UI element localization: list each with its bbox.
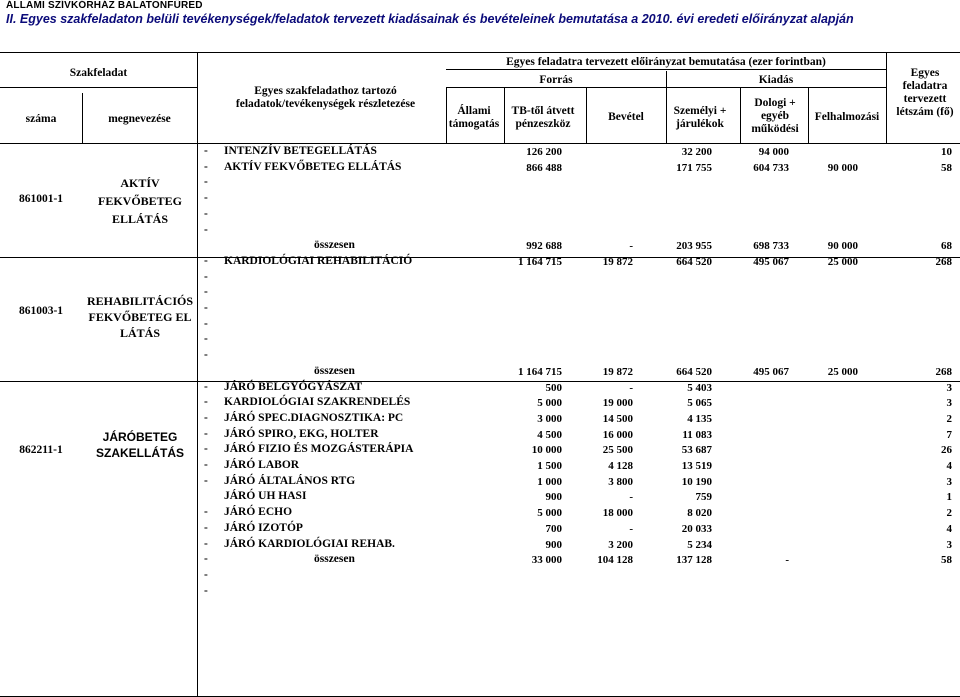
row-label: JÁRÓ BELGYÓGYÁSZAT: [224, 380, 363, 393]
cell-tb: 25 500: [602, 444, 633, 457]
cell-letszam: 3: [946, 538, 952, 551]
cell-allami: 4 500: [537, 428, 562, 441]
row-label: JÁRÓ ÁLTALÁNOS RTG: [224, 474, 356, 487]
cell-tb: 19 872: [602, 255, 633, 268]
row-label: JÁRÓ IZOTÓP: [224, 521, 303, 534]
cell-dologi: 495 067: [753, 255, 789, 268]
row-label: JÁRÓ FIZIO ÉS MOZGÁSTERÁPIA: [224, 443, 414, 456]
cell-allami: 10 000: [531, 444, 562, 457]
cell-allami: 3 000: [537, 412, 562, 425]
row-label: JÁRÓ KARDIOLÓGIAI REHAB.: [224, 537, 395, 550]
header-szama: száma: [25, 113, 57, 125]
row-dash: -: [204, 160, 208, 173]
cell-felh: 90 000: [827, 161, 858, 174]
cell-szemelyi: 664 520: [676, 365, 712, 378]
cell-tb: -: [629, 522, 633, 535]
row-total-label: összesen: [314, 553, 355, 566]
group-name-1: AKTÍV FEKVŐBETEG ELLÁTÁS: [97, 176, 183, 226]
cell-tb: 19 872: [602, 365, 633, 378]
row-label: AKTÍV FEKVŐBETEG ELLÁTÁS: [224, 160, 402, 173]
group-name-2: REHABILITÁCIÓS FEKVŐBETEG ELLÁTÁS: [86, 294, 194, 340]
cell-tb: 14 500: [602, 412, 633, 425]
row-dash: -: [204, 223, 208, 236]
header-tb: TB-től átvett pénzeszköz: [511, 105, 575, 130]
cell-letszam: 58: [941, 554, 952, 567]
col-line: [197, 53, 198, 696]
cell-letszam: 1: [946, 491, 952, 504]
cell-tb: 104 128: [597, 554, 633, 567]
cell-letszam: 58: [941, 161, 952, 174]
cell-letszam: 7: [946, 428, 952, 441]
row-dash: -: [204, 349, 208, 362]
cell-szemelyi: 203 955: [676, 240, 712, 253]
header-felhalmozasi: Felhalmozási: [814, 111, 880, 123]
cell-tb: 16 000: [602, 428, 633, 441]
cell-letszam: 10: [941, 146, 952, 158]
row-dash: -: [204, 302, 208, 314]
col-line: [740, 87, 741, 143]
header-szakfeladat: Szakfeladat: [69, 67, 128, 79]
cell-letszam: 3: [946, 475, 952, 488]
header-szemelyi: Személyi + járulékok: [673, 105, 727, 130]
organization-name: ÁLLAMI SZÍVKÓRHÁZ BALATONFÜRED: [6, 0, 203, 11]
header-bemutatas: Egyes feladatra tervezett előirányzat bemutatása (ezer forintban): [506, 56, 826, 68]
cell-szemelyi: 4 135: [687, 412, 712, 425]
row-dash: -: [204, 474, 208, 487]
cell-tb: 3 200: [608, 538, 633, 551]
cell-allami: 5 000: [537, 507, 562, 520]
cell-szemelyi: 759: [695, 491, 712, 504]
header-allami: Állami támogatás: [448, 105, 500, 130]
header-letszam: Egyes feladatra tervezett létszám (fő): [896, 67, 954, 118]
cell-tb: 4 128: [608, 460, 633, 472]
group-code-3: 862211-1: [19, 444, 63, 456]
cell-szemelyi: 13 519: [681, 460, 712, 472]
cell-szemelyi: 20 033: [681, 522, 712, 535]
header-forras: Forrás: [539, 74, 573, 86]
cell-letszam: 2: [946, 507, 952, 520]
cell-tb: -: [629, 491, 633, 504]
cell-tb: -: [629, 381, 633, 394]
row-dash: -: [204, 317, 208, 330]
cell-letszam: 3: [946, 397, 952, 410]
budget-table: [0, 52, 960, 697]
cell-felh: 90 000: [827, 240, 858, 253]
cell-tb: -: [629, 240, 633, 253]
cell-allami: 900: [545, 538, 562, 551]
row-label: JÁRÓ SPEC.DIAGNOSZTIKA: PC: [224, 411, 404, 424]
cell-tb: 19 000: [602, 397, 633, 410]
cell-felh: 25 000: [827, 365, 858, 378]
row-dash: -: [204, 254, 208, 267]
cell-dologi: 698 733: [753, 240, 789, 253]
cell-dologi: 604 733: [753, 161, 789, 174]
row-line: [0, 143, 960, 144]
row-line: [0, 87, 197, 88]
cell-dologi: 495 067: [753, 365, 789, 378]
cell-letszam: 68: [941, 240, 952, 253]
header-dologi: Dologi + egyéb működési: [751, 97, 799, 135]
row-dash: -: [204, 506, 208, 519]
cell-szemelyi: 5 403: [687, 381, 712, 394]
cell-dologi: -: [785, 554, 789, 567]
cell-dologi: 94 000: [758, 146, 789, 158]
row-line: [446, 87, 886, 88]
row-total-label: összesen: [314, 364, 355, 377]
cell-szemelyi: 171 755: [676, 161, 712, 174]
row-dash: -: [204, 443, 208, 456]
cell-allami: 126 200: [526, 146, 562, 158]
cell-tb: 3 800: [608, 475, 633, 488]
row-label: INTENZÍV BETEGELLÁTÁS: [224, 145, 377, 157]
row-label: KARDIOLÓGIAI SZAKRENDELÉS: [224, 396, 411, 409]
row-dash: -: [204, 145, 208, 157]
cell-allami: 1 164 715: [518, 255, 562, 268]
row-dash: -: [204, 553, 208, 566]
cell-allami: 500: [545, 381, 562, 394]
cell-szemelyi: 664 520: [676, 255, 712, 268]
cell-allami: 1 500: [537, 460, 562, 472]
cell-szemelyi: 32 200: [681, 146, 712, 158]
cell-letszam: 26: [941, 444, 952, 457]
group-name-3: JÁRÓBETEG SZAKELLÁTÁS: [96, 430, 184, 460]
col-line: [504, 87, 505, 143]
group-line: [0, 381, 960, 382]
cell-szemelyi: 137 128: [676, 554, 712, 567]
cell-szemelyi: 5 065: [687, 397, 712, 410]
cell-szemelyi: 5 234: [687, 538, 712, 551]
row-dash: -: [204, 427, 208, 440]
col-line: [446, 87, 447, 143]
col-line: [808, 87, 809, 143]
header-bevetel: Bevétel: [608, 111, 644, 123]
row-dash: -: [204, 286, 208, 299]
cell-szemelyi: 10 190: [681, 475, 712, 488]
col-line: [886, 53, 887, 143]
cell-allami: 1 164 715: [518, 365, 562, 378]
cell-felh: 25 000: [827, 255, 858, 268]
row-total-label: összesen: [314, 239, 355, 252]
col-line: [666, 71, 667, 143]
cell-allami: 900: [545, 491, 562, 504]
cell-letszam: 268: [935, 255, 952, 268]
cell-allami: 1 000: [537, 475, 562, 488]
cell-szemelyi: 8 020: [687, 507, 712, 520]
row-line: [446, 69, 886, 70]
cell-allami: 33 000: [531, 554, 562, 567]
row-dash: -: [204, 333, 208, 346]
row-dash: -: [204, 584, 208, 597]
cell-letszam: 3: [946, 381, 952, 394]
row-dash: -: [204, 521, 208, 534]
cell-szemelyi: 53 687: [681, 444, 712, 457]
row-dash: -: [204, 537, 208, 550]
row-dash: -: [204, 568, 208, 581]
row-label: JÁRÓ SPIRO, EKG, HOLTER: [224, 427, 379, 440]
cell-szemelyi: 11 083: [682, 428, 712, 441]
cell-letszam: 268: [935, 365, 952, 378]
row-dash: -: [204, 192, 208, 205]
cell-letszam: 2: [946, 412, 952, 425]
row-label: KARDIOLÓGIAI REHABILITÁCIÓ: [224, 254, 413, 267]
page-title: II. Egyes szakfeladaton belüli tevékenységek/feladatok tervezett kiadásainak és bevételeinek bemutatása a 2010. évi eredeti előirányzat alapján: [6, 12, 854, 26]
header-kiadas: Kiadás: [758, 74, 794, 86]
row-dash: -: [204, 459, 208, 471]
cell-allami: 700: [545, 522, 562, 535]
row-label: JÁRÓ UH HASI: [224, 490, 307, 503]
group-code-1: 861001-1: [18, 193, 64, 205]
cell-allami: 5 000: [537, 397, 562, 410]
cell-tb: 18 000: [602, 507, 633, 520]
row-dash: -: [204, 270, 208, 283]
cell-allami: 866 488: [526, 161, 562, 174]
row-dash: -: [204, 411, 208, 424]
cell-allami: 992 688: [526, 240, 562, 253]
header-reszletezes: Egyes szakfeladathoz tartozó feladatok/tevékenységek részletezése: [235, 85, 416, 110]
row-dash: -: [204, 396, 208, 409]
col-line: [586, 87, 587, 143]
group-line: [0, 257, 960, 258]
group-code-2: 861003-1: [18, 305, 64, 317]
row-label: JÁRÓ LABOR: [224, 459, 300, 471]
row-label: JÁRÓ ECHO: [224, 506, 293, 519]
row-dash: -: [204, 207, 208, 220]
cell-letszam: 4: [946, 460, 952, 472]
row-dash: -: [204, 380, 208, 393]
cell-letszam: 4: [946, 522, 952, 535]
col-line: [82, 93, 83, 143]
row-dash: -: [204, 176, 208, 189]
header-megnevezese: megnevezése: [108, 113, 171, 125]
